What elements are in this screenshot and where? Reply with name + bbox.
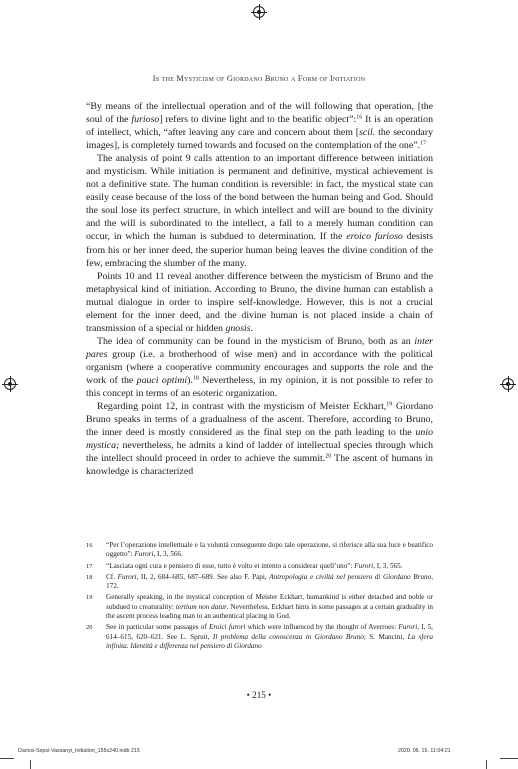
text-run: ). bbox=[187, 374, 193, 386]
registration-mark-right bbox=[502, 378, 514, 390]
timestamp-slug: 2020. 06. 15. 11:04:21 bbox=[398, 748, 451, 754]
body-text bbox=[86, 100, 433, 478]
footnote bbox=[86, 562, 433, 571]
text-run: Giordano Bruno speaks in terms of a gradualness of the ascent. Therefore, according to Bruno, the inner deed is mostly considered as the final step on the path leading to the bbox=[86, 401, 434, 439]
footnote bbox=[86, 573, 433, 592]
italic-text: scil. bbox=[359, 127, 376, 139]
paragraph bbox=[86, 335, 433, 400]
text-run: , 172. bbox=[106, 572, 434, 591]
footnote-ref: 16 bbox=[356, 114, 363, 121]
italic-text: Furori bbox=[354, 561, 374, 570]
italic-text: Furori bbox=[117, 572, 137, 581]
text-run: which were influenced by the thought of Averroes: bbox=[245, 623, 399, 632]
running-head: Is the Mysticism of Giordano Bruno a Form of Initiation bbox=[152, 74, 366, 83]
italic-text: tertium non datur bbox=[175, 602, 227, 611]
italic-text: unio mystica; bbox=[86, 427, 433, 452]
footnote-ref: 18 bbox=[192, 375, 199, 382]
text-run: nevertheless, he admits a kind of ladder of intellectual species through which the intellect should proceed in order to achieve the summit. bbox=[86, 440, 433, 465]
footnote-number: 17 bbox=[86, 562, 93, 570]
paragraph bbox=[86, 100, 433, 152]
text-run: the secondary images], is completely turned towards and focused on the contemplation of the one”. bbox=[86, 127, 433, 152]
italic-text: furioso bbox=[131, 114, 160, 126]
italic-text: La sfera infinita. Identità e differenza nel pensiero di Giordano bbox=[106, 632, 433, 650]
italic-text: pauci optimi bbox=[136, 374, 188, 386]
text-run: ] refers to divine light and to the beatific object”: bbox=[159, 114, 357, 126]
text-run: It is an operation of intellect, which, “after leaving any care and concern about them [ bbox=[86, 114, 433, 139]
text-run: See in particular some passages of bbox=[106, 623, 209, 632]
text-run: “Lasciata ogni cura e pensiero di esse, tutto è volto et intento a considerar quell’uno”: bbox=[106, 561, 355, 570]
footnote-ref: 17 bbox=[420, 140, 427, 147]
italic-text: inter pares bbox=[86, 335, 433, 360]
italic-text: Furori bbox=[134, 550, 154, 559]
italic-text: gnosis bbox=[225, 322, 251, 334]
text-run: The analysis of point 9 calls attention to an important difference between initiation and mysticism. While initiation is permanent and definitive, mystical achievement is not a definitive state. The human condition is reversible: in fact, the mystical state can easily cease because of the loss of the bond between the human being and God. Should the soul lose its perfect structure, in which intellect and will are bound to the divinity and the will is subordinated to the intellect, a fall to a merely human condition can occur, in which the human is subdued to determination. If the bbox=[86, 153, 433, 243]
italic-text: Furori bbox=[398, 623, 418, 632]
paragraph bbox=[86, 270, 433, 335]
registration-mark-top bbox=[253, 6, 265, 18]
text-run: group (i.e. a brotherhood of wise men) and in accordance with the political organism (where a cooperative community encourages and supports the role and the work of the bbox=[86, 348, 433, 386]
footnote-number: 18 bbox=[86, 573, 93, 581]
footnote bbox=[86, 623, 433, 651]
footnote bbox=[86, 541, 433, 560]
text-run: Regarding point 12, in contrast with the mysticism of Meister Eckhart, bbox=[97, 401, 387, 413]
paragraph bbox=[86, 152, 433, 269]
footnote-number: 19 bbox=[86, 594, 93, 602]
footnote-number: 16 bbox=[86, 542, 93, 549]
text-run: , I, 3, 565. bbox=[373, 561, 403, 570]
crop-mark bbox=[500, 758, 518, 759]
text-run: Generally speaking, in the mystical conception of Meister Eckhart, humankind is either detached and noble or subdued to creaturality: bbox=[106, 593, 433, 611]
footnote bbox=[86, 593, 433, 621]
text-run: Nevertheless, in my opinion, it is not possible to refer to this concept in terms of an esoteric organization. bbox=[86, 374, 433, 400]
text-run: . Nevertheless, Eckhart hints in some passages at a certain graduality in the ascent process leading man to an authentical placing in God. bbox=[106, 602, 433, 621]
crop-mark bbox=[30, 760, 31, 769]
footnote-ref: 20 bbox=[325, 453, 332, 460]
footnotes bbox=[86, 541, 433, 653]
footnote-number: 20 bbox=[86, 624, 93, 632]
text-run: The idea of community can be found in the mysticism of Bruno, both as an bbox=[97, 335, 415, 347]
footnote-ref: 19 bbox=[386, 401, 393, 408]
text-run: ; S. Mancini, bbox=[363, 632, 408, 641]
text-run: “Per l’operazione intellettuale e la voluntà conseguente dopo tale operazione, si riferisce alla sua luce e beatifico oggetto”: bbox=[106, 541, 433, 559]
text-run: “By means of the intellectual operation and of the will following that operation, [the soul of the bbox=[86, 101, 433, 126]
text-run: Points 10 and 11 reveal another difference between the mysticism of Bruno and the metaphysical kind of initiation. According to Bruno, the divine human can establish a mutual dialogue in order to inspire self-knowledge. However, this is not a crucial element for the inner deed, and the divine human is not placed inside a chain of transmission of a special or hidden bbox=[86, 270, 433, 334]
italic-text: Il problema della conoscenza in Giordano Bruno bbox=[212, 632, 364, 641]
text-run: desists from his or her inner deed, the superior human being leaves the divine condition of the few, embracing the slumber of the many. bbox=[86, 231, 433, 269]
text-run: The ascent of humans in knowledge is characterized bbox=[86, 453, 433, 478]
file-slug: Daricsi-Sepsi-Vassanyi_Initiation_155x240.indb 215 bbox=[18, 748, 140, 754]
italic-text: eroico furioso bbox=[346, 231, 403, 243]
text-run: , II, 2, 684–685, 687–689. See also F. Papi, bbox=[136, 572, 270, 581]
paragraph bbox=[86, 400, 433, 478]
italic-text: Antropologia e civiltà nel pensiero di Giordano Bruno bbox=[269, 572, 432, 581]
crop-mark bbox=[486, 760, 487, 769]
text-run: . bbox=[250, 322, 254, 334]
text-run: Cf. bbox=[106, 572, 118, 581]
page-number: • 215 • bbox=[246, 690, 272, 700]
text-run: , I, 5, 614–615, 620–621. See L. Spruit, bbox=[106, 623, 433, 641]
text-run: , I, 3, 566. bbox=[153, 550, 183, 559]
crop-mark bbox=[0, 758, 14, 759]
italic-text: Eroici furori bbox=[208, 623, 246, 632]
registration-mark-left bbox=[4, 378, 16, 390]
